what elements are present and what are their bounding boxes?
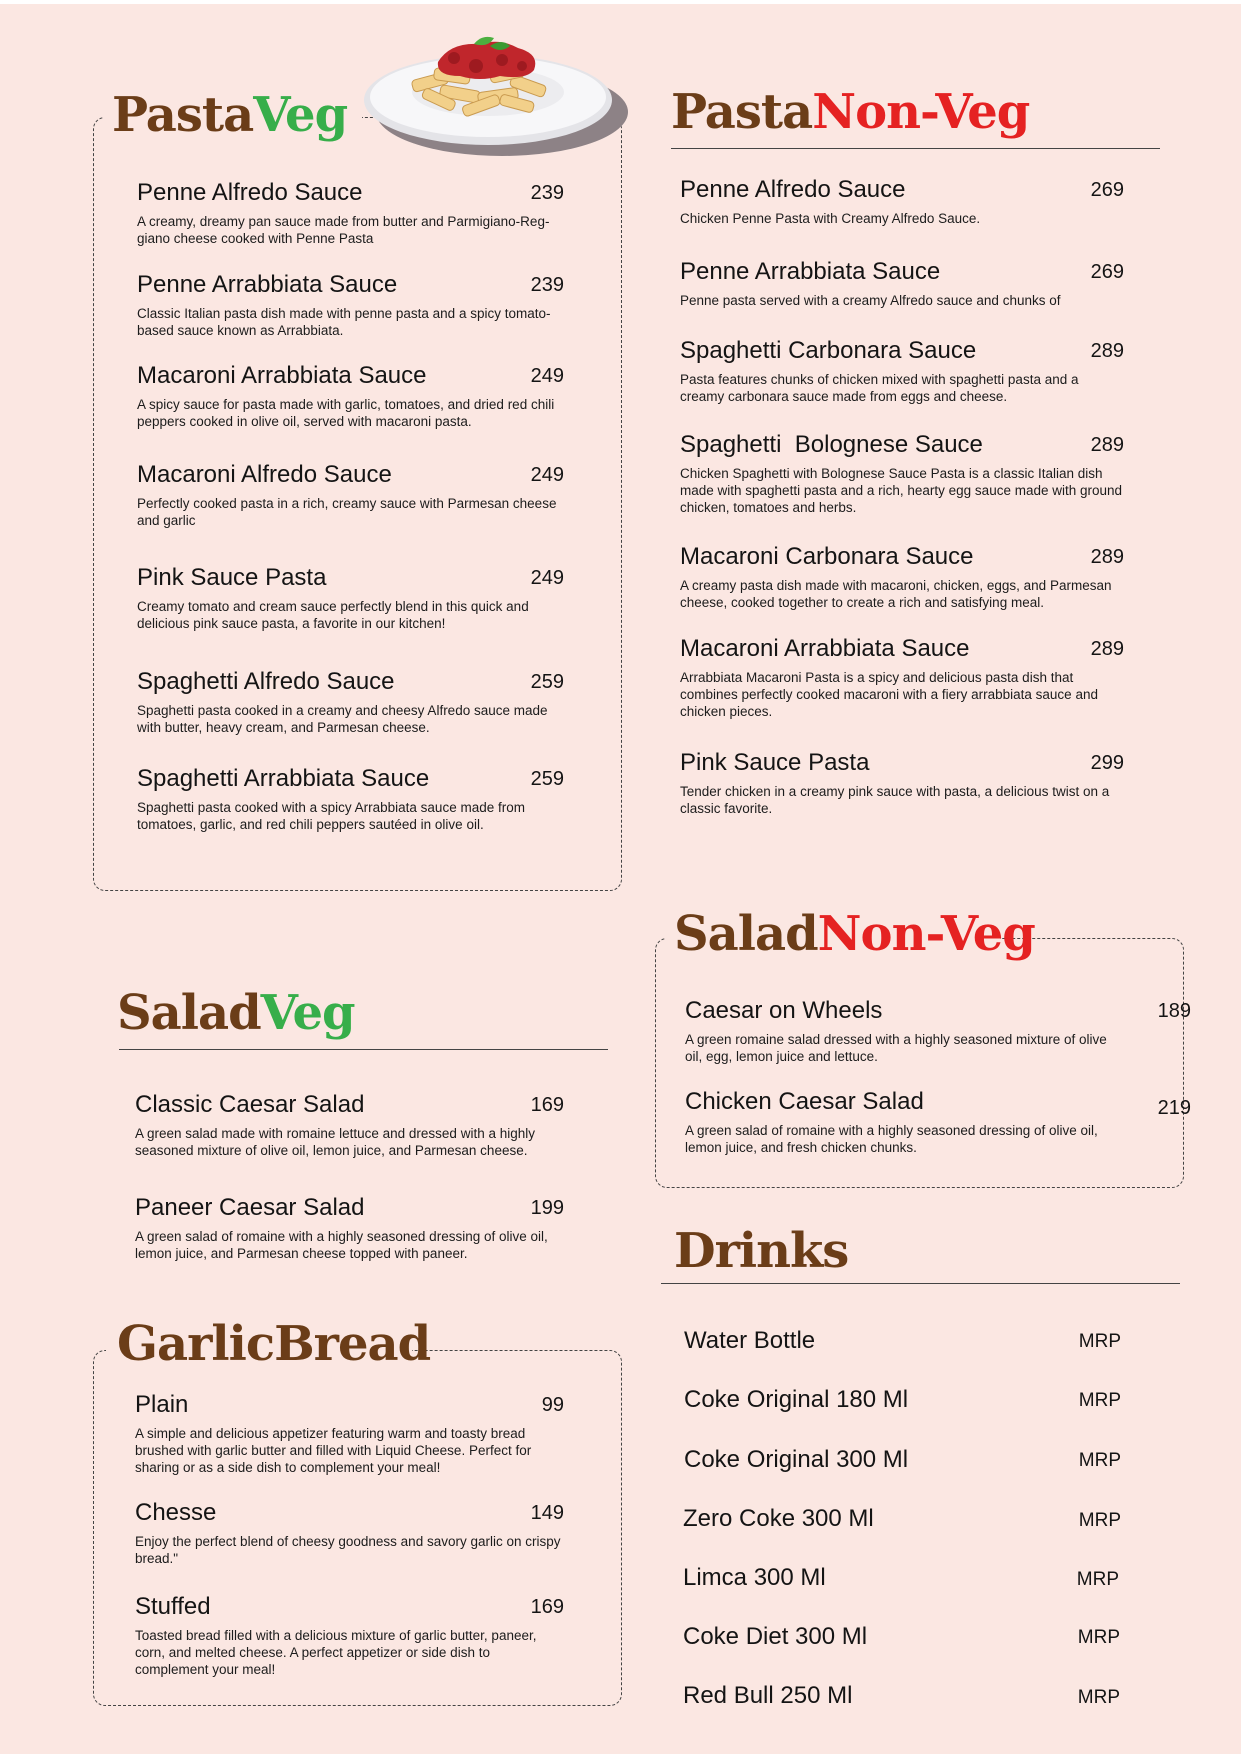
item-price: 249 [530,365,564,387]
item-name: Plain [135,1391,189,1418]
item-desc: A creamy pasta dish made with macaroni, chicken, eggs, and Parmesan cheese, cooked together to create a rich and satisfying meal. [680,578,1112,610]
item-desc: A green romaine salad dressed with a highly seasoned mixture of olive oil, egg, lemon juice and lettuce. [685,1032,1107,1064]
item-desc: Penne pasta served with a creamy Alfredo sauce and chunks of [680,293,1061,308]
item-price: 149 [530,1502,564,1524]
drink-price: MRP [1078,1331,1121,1352]
item-price: 289 [1090,434,1124,456]
item-price: 239 [530,274,564,296]
item-desc: Tender chicken in a creamy pink sauce with pasta, a delicious twist on a classic favorite. [680,784,1110,816]
garlic-bread-heading: GarlicBread [117,1316,431,1372]
top-strip [0,0,1241,4]
heading-main: Pasta [112,87,254,143]
item-name: Pink Sauce Pasta [680,749,870,776]
drink-name: Water Bottle [684,1327,816,1354]
pasta-nonveg-heading [671,84,1030,140]
drink-price: MRP [1078,1510,1121,1531]
item-name: Classic Caesar Salad [135,1091,365,1118]
item-desc: A green salad of romaine with a highly seasoned dressing of olive oil, lemon juice, and Parmesan cheese topped with paneer. [135,1229,548,1261]
item-desc: A green salad made with romaine lettuce and dressed with a highly seasoned mixture of olive oil, lemon juice, and Parmesan cheese. [135,1126,535,1158]
item-name: Stuffed [135,1593,211,1620]
heading-accent: Non-Veg [812,84,1030,140]
divider [119,1049,608,1050]
item-price: 99 [541,1394,564,1416]
item-desc: Creamy tomato and cream sauce perfectly blend in this quick and delicious pink sauce pasta, a favorite in our kitchen! [137,599,529,631]
drink-name: Coke Original 300 Ml [684,1446,909,1473]
item-desc: A simple and delicious appetizer featuring warm and toasty bread brushed with garlic butter and filled with Liquid Cheese. Perfect for sharing or as a side dish to complement your meal! [135,1426,532,1475]
item-name: Macaroni Arrabbiata Sauce [680,635,970,662]
item-price: 189 [1157,1000,1191,1022]
item-name: Spaghetti Bolognese Sauce [680,431,983,458]
item-price: 269 [1090,261,1124,283]
salad-veg-heading [117,985,355,1041]
item-desc: Chicken Penne Pasta with Creamy Alfredo Sauce. [680,211,981,226]
item-desc: Pasta features chunks of chicken mixed with spaghetti pasta and a creamy carbonara sauce made from eggs and cheese. [680,372,1079,404]
divider [671,148,1160,149]
item-name: Spaghetti Alfredo Sauce [137,668,395,695]
item-price: 239 [530,182,564,204]
drink-price: MRP [1077,1627,1120,1648]
item-price: 249 [530,464,564,486]
item-price: 219 [1157,1097,1191,1119]
item-name: Caesar on Wheels [685,997,883,1024]
heading-accent: Veg [253,87,348,143]
drink-price: MRP [1076,1569,1119,1590]
item-desc: Toasted bread filled with a delicious mixture of garlic butter, paneer, corn, and melted cheese. A perfect appetizer or side dish to complement your meal! [135,1628,537,1677]
heading-main: Salad [117,985,261,1041]
item-price: 289 [1090,340,1124,362]
heading-main: Pasta [671,84,813,140]
item-name: Pink Sauce Pasta [137,564,327,591]
item-desc: Spaghetti pasta cooked with a spicy Arrabbiata sauce made from tomatoes, garlic, and red chili peppers sautéed in olive oil. [137,800,525,832]
item-desc: Arrabbiata Macaroni Pasta is a spicy and delicious pasta dish that combines perfectly cooked macaroni with a fiery arrabbiata sauce and chicken pieces. [680,670,1098,719]
item-desc: Spaghetti pasta cooked in a creamy and cheesy Alfredo sauce made with butter, heavy cream, and Parmesan cheese. [137,703,548,735]
item-name: Spaghetti Arrabbiata Sauce [137,765,430,792]
salad-nonveg-heading [674,906,1035,962]
item-name: Penne Alfredo Sauce [137,179,363,206]
item-price: 169 [530,1596,564,1618]
item-name: Penne Alfredo Sauce [680,176,906,203]
item-desc: Chicken Spaghetti with Bolognese Sauce Pasta is a classic Italian dish made with spaghetti pasta and a rich, hearty egg sauce made with ground chicken, tomatoes and herbs. [680,466,1123,515]
item-desc: Classic Italian pasta dish made with penne pasta and a spicy tomato-based sauce known as Arrabbiata. [137,306,551,338]
item-price: 299 [1090,752,1124,774]
item-name: Chesse [135,1499,217,1526]
item-desc: A spicy sauce for pasta made with garlic, tomatoes, and dried red chili peppers cooked in olive oil, served with macaroni pasta. [137,397,555,429]
heading-accent: Non-Veg [817,906,1035,962]
item-price: 249 [530,567,564,589]
item-name: Macaroni Alfredo Sauce [137,461,392,488]
item-name: Macaroni Arrabbiata Sauce [137,362,427,389]
drink-name: Coke Original 180 Ml [684,1386,909,1413]
item-desc: A creamy, dreamy pan sauce made from butter and Parmigiano-Reg-giano cheese cooked with Penne Pasta [137,214,550,246]
heading-main: Salad [674,906,818,962]
item-price: 169 [530,1094,564,1116]
drink-price: MRP [1077,1687,1120,1708]
divider [661,1283,1180,1284]
drink-price: MRP [1078,1390,1121,1411]
item-price: 259 [530,768,564,790]
drink-name: Limca 300 Ml [683,1564,826,1591]
item-price: 289 [1090,638,1124,660]
pasta-plate-icon [350,32,640,162]
item-desc: A green salad of romaine with a highly seasoned dressing of olive oil, lemon juice, and fresh chicken chunks. [685,1123,1098,1155]
drink-price: MRP [1078,1450,1121,1471]
item-price: 269 [1090,179,1124,201]
heading-accent: Veg [260,985,355,1041]
item-price: 259 [530,671,564,693]
item-name: Macaroni Carbonara Sauce [680,543,974,570]
drink-name: Coke Diet 300 Ml [683,1623,868,1650]
item-desc: Perfectly cooked pasta in a rich, creamy sauce with Parmesan cheese and garlic [137,496,557,528]
item-name: Paneer Caesar Salad [135,1194,365,1221]
drinks-heading: Drinks [674,1223,849,1279]
item-price: 289 [1090,546,1124,568]
item-desc: Enjoy the perfect blend of cheesy goodness and savory garlic on crispy bread." [135,1534,561,1566]
drink-name: Red Bull 250 Ml [683,1682,853,1709]
item-name: Chicken Caesar Salad [685,1088,924,1115]
drink-name: Zero Coke 300 Ml [683,1505,874,1532]
item-name: Penne Arrabbiata Sauce [680,258,941,285]
item-name: Penne Arrabbiata Sauce [137,271,398,298]
item-name: Spaghetti Carbonara Sauce [680,337,977,364]
item-price: 199 [530,1197,564,1219]
pasta-veg-heading [112,87,348,143]
